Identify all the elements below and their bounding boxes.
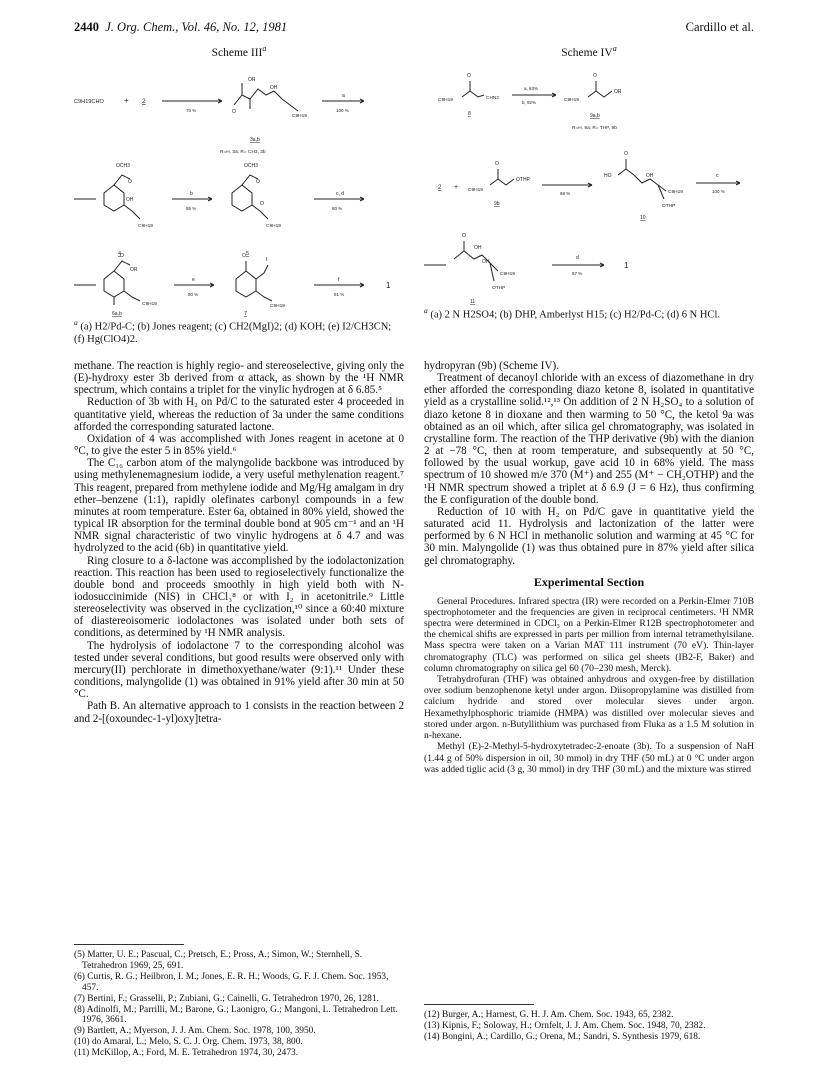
scheme-iii-title-sup: a (262, 44, 267, 53)
svg-text:HO: HO (604, 172, 612, 179)
svg-text:OCH3: OCH3 (244, 162, 258, 169)
journal-citation: J. Org. Chem., Vol. 46, No. 12, 1981 (105, 20, 288, 34)
svg-text:C9H19: C9H19 (270, 303, 285, 309)
structure-3 (232, 77, 307, 119)
svg-text:C9H19: C9H19 (438, 97, 453, 103)
svg-text:C9H19: C9H19 (266, 223, 281, 229)
svg-text:I: I (266, 256, 268, 263)
svg-text:C9H19: C9H19 (468, 187, 483, 193)
experimental-paragraph: General Procedures. Infrared spectra (IR) were recorded on a Perkin-Elmer 710B spectrophotometer and the frequencies are given in reciprocal centimeters. ¹H NMR spectra were determined in CDCl₃ on a Perkin-Elmer R12B spectrophotometer and the chemical shifts are expressed in parts per million from internal tetramethylsilane. Mass spectra were taken on a Varian MAT 111 instrument (70 eV). Thin-layer chromatography (TLC) was performed on silica gel sheets (IB2-F, Baker) and column chromatography on silica gel 60 (70–230 mesh, Merck). (424, 595, 754, 674)
svg-text:C9H19: C9H19 (564, 97, 579, 103)
svg-text:C9H19: C9H19 (138, 223, 153, 229)
svg-text:O: O (232, 108, 236, 115)
svg-text:b, 92%: b, 92% (522, 99, 537, 105)
right-paragraph: Treatment of decanoyl chloride with an excess of diazomethane in dry ether afforded the corresponding diazo ketone 8, isolated in quantitative yield as a crystalline solid.¹²,¹³ On addition of 2 N H₂SO₄ to a solution of diazo ketone 8 in dioxane and then warming to 50 °C, the ketol 9a was obtained as an oil which, after silica gel chromatography, was isolated in crystalline form. The reaction of the THP derivative (9b) with the dianion 2 at −78 °C, then at room temperature, and subsequently at 50 °C, followed by the usual workup, gave acid 10 in 68% yield. The mass spectrum of 10 showed m/e 370 (M⁺) and 255 (M⁺ − CH₂OTHP) and the ¹H NMR spectrum showed a triplet at δ 6.9 (J = 6 Hz), thus confirming the E configuration of the double bond. (424, 372, 754, 506)
svg-text:90 %: 90 % (188, 291, 199, 297)
svg-text:O: O (128, 178, 132, 185)
svg-text:91 %: 91 % (334, 291, 345, 297)
svg-text:OH: OH (482, 258, 490, 265)
footnote: (5) Matter, U. E.; Pascual, C.; Pretsch, E.; Pross, A.; Simon, W.; Sternhell, S. Tetrahedron 1969, 25, 691. (74, 950, 363, 971)
scheme-iii-title: Scheme III (211, 46, 263, 59)
page-number: 2440 (74, 20, 99, 34)
svg-text:+: + (454, 183, 459, 191)
footnote-rule-right (424, 1004, 534, 1005)
scheme-iii (74, 44, 404, 346)
left-paragraph: Reduction of 3b with H₂ on Pd/C to the saturated ester 4 proceeded in quantitative yield, whereas the reduction of 3a under the same conditions afforded the corresponding saturated lactone. (74, 396, 404, 433)
compound-9b-label: 9b (494, 200, 500, 207)
svg-text:OR: OR (248, 76, 256, 83)
svg-text:b: b (190, 190, 193, 197)
left-paragraph: Path B. An alternative approach to 1 consists in the reaction between 2 and 2-[(oxoundec-1-yl)oxy]tetra- (74, 700, 404, 725)
compound-1-label: 1 (386, 280, 391, 290)
structure-9b (468, 161, 531, 207)
svg-text:O: O (260, 200, 264, 207)
footnotes-left (74, 950, 404, 1059)
svg-text:C9H19: C9H19 (500, 271, 515, 277)
r-legend-9: R=H, 9a; R= THP, 9b (572, 125, 617, 131)
left-body-text (74, 360, 404, 725)
scheme-iii-diagram (74, 59, 404, 317)
svg-text:c, d: c, d (336, 190, 345, 197)
footnote: (11) McKillop, A.; Ford, M. E. Tetrahedron 1974, 30, 2473. (74, 1048, 299, 1059)
yield-70: 70 % (186, 107, 197, 113)
structure-11 (454, 233, 515, 305)
yield-100: 100 % (336, 107, 349, 113)
svg-text:a, 63%: a, 63% (524, 85, 539, 91)
svg-text:e: e (192, 276, 195, 283)
svg-text:OR: OR (130, 266, 138, 273)
left-paragraph: methane. The reaction is highly regio- and stereoselective, giving only the (E)-hydroxy ester 3b derived from α attack, as shown by the ¹H NMR spectrum, which contains a triplet for the vinylic hydrogen at δ 6.85.⁵ (74, 360, 404, 397)
compound-1-label-iv: 1 (624, 260, 629, 270)
footnote: (9) Bartlett, A.; Myerson, J. J. Am. Chem. Soc. 1978, 100, 3950. (74, 1026, 316, 1037)
scheme-iv-title: Scheme IV (561, 46, 613, 59)
left-paragraph: Ring closure to a δ-lactone was accomplished by the iodolactonization reaction. This reaction has been used to regioselectively functionalize the double bond and proceeds smoothly in high yield both with N-iodosuccinimide (NIS) in CHCl₃⁸ or with I₂ in acetonitrile.⁹ Little stereoselectivity was observed in the cyclization,¹⁰ since a 60:40 mixture of diastereoisomeric iodolactones was isolated under both sets of conditions, as determined by ¹H NMR analysis. (74, 554, 404, 640)
right-paragraph: Reduction of 10 with H₂ on Pd/C gave in quantitative yield the saturated acid 11. Hydrolysis and lactonization of the latter were performed by 6 N HCl in methanolic solution and warming at 45 °C for 30 min. Malyngolide (1) was thus obtained pure in 87% yield after silica gel chromatography. (424, 505, 754, 567)
structure-5 (232, 163, 281, 257)
svg-text:d: d (576, 254, 579, 261)
scheme-iv-caption: $^a$ (a) 2 N H2SO4; (b) DHP, Amberlyst H15; (c) H2/Pd-C; (d) 6 N HCl. (424, 305, 720, 321)
experimental-paragraph: Methyl (E)-2-Methyl-5-hydroxytetradec-2-enoate (3b). To a suspension of NaH (1.44 g of 50% dispersion in oil, 30 mmol) in dry THF (50 mL) at 0 °C under argon was added tiglic acid (3 g, 30 mmol) in dry THF (30 mL) and the mixture was stirred (424, 741, 754, 775)
structure-7 (236, 250, 285, 317)
footnote: (8) Adinolfi, M.; Parrilli, M.; Barone, G.; Laonigro, G.; Mangoni, L. Tetrahedron Lett. 1976, 3661. (74, 1004, 398, 1026)
svg-text:OH: OH (646, 172, 654, 179)
footnote: (13) Kipnis, F.; Soloway, H.; Ornfelt, J. J. Am. Chem. Soc. 1948, 70, 2382. (424, 1020, 706, 1031)
svg-text:C9H19: C9H19 (142, 301, 157, 307)
svg-text:OR: OR (614, 88, 622, 95)
svg-text:O: O (256, 178, 260, 185)
structure-6 (104, 250, 157, 317)
svg-text:c: c (716, 172, 719, 179)
structure-10 (604, 151, 683, 221)
compound-3-label: 3a,b (250, 136, 260, 143)
svg-text:O: O (467, 72, 471, 79)
left-paragraph: The C₁₆ carbon atom of the malyngolide backbone was introduced by using methylenemagnesium iodide, a very useful methylenation reagent.⁷ This reagent, prepared from methylene iodide and Mg/Hg amalgam in dry ether–benzene (1:1), rapidly olefinates carbonyl compounds in a few minutes at room temperature. Ester 6a, obtained in 80% yield, showed the typical IR absorption for the terminal double bond at 905 cm⁻¹ and an ¹H NMR signal characteristic of two vinylic hydrogens at δ 4.7 and was hydrolyzed to the acid (6b) in quantitative yield. (74, 457, 404, 555)
step-a-label: a (342, 92, 345, 99)
svg-text:O: O (462, 232, 466, 239)
svg-text:O: O (624, 150, 628, 157)
svg-text:C9H19: C9H19 (668, 189, 683, 195)
svg-text:OCH3: OCH3 (116, 162, 130, 169)
svg-text:O: O (593, 72, 597, 79)
right-body-text (424, 360, 754, 775)
svg-text:OTHP: OTHP (492, 285, 506, 291)
left-paragraph: Oxidation of 4 was accomplished with Jones reagent in acetone at 0 °C, to give the ester 5 in 85% yield.⁶ (74, 432, 404, 458)
svg-text:CHN2: CHN2 (486, 95, 500, 101)
footnote: (14) Bongini, A.; Cardillo, G.; Orena, M.; Sandri, S. Synthesis 1979, 618. (424, 1031, 701, 1042)
page-header (74, 20, 754, 38)
svg-text:OH: OH (270, 84, 278, 91)
footnote: (12) Burger, A.; Harnest, G. H. J. Am. Chem. Soc. 1943, 65, 2382. (424, 1010, 674, 1020)
svg-text:2: 2 (438, 184, 442, 191)
structure-8 (438, 73, 499, 117)
compound-4-label: 4 (118, 250, 122, 257)
compound-5-label: 5 (246, 250, 250, 257)
scheme-iii-caption: $^a$ (a) H2/Pd-C; (b) Jones reagent; (c) CH2(MgI)2; (d) KOH; (e) I2/CH3CN; (f) Hg(ClO4)2. (74, 317, 392, 345)
footnotes-right (424, 1010, 754, 1043)
compound-2-label: 2 (142, 97, 146, 105)
svg-text:OH: OH (474, 244, 482, 251)
svg-text:100 %: 100 % (712, 188, 725, 194)
experimental-heading: Experimental Section (533, 574, 645, 589)
svg-text:f: f (338, 276, 340, 283)
compound-9ab-label: 9a,b (590, 112, 600, 119)
svg-text:O: O (120, 252, 124, 259)
aldehyde-label: C9H19CHO (74, 98, 104, 105)
svg-text:87 %: 87 % (572, 270, 583, 276)
svg-text:O: O (242, 252, 246, 259)
svg-text:OH: OH (126, 196, 134, 203)
svg-text:C9H19: C9H19 (292, 113, 307, 119)
footnote: (7) Bertini, F.; Grasselli, P.; Zubiani, G.; Cainelli, G. Tetrahedron 1970, 26, 1281. (74, 993, 379, 1004)
scheme-iv (424, 44, 754, 322)
compound-6-label: 6a,b (112, 310, 122, 317)
structure-9 (564, 73, 622, 131)
footnote: (6) Curtis, R. G.; Heilbron, I. M.; Jones, E. R. H.; Woods, G. F. J. Chem. Soc. 1953, 457. (74, 971, 389, 993)
footnote-rule-left (74, 944, 184, 945)
svg-text:85 %: 85 % (186, 205, 197, 211)
svg-text:OTHP: OTHP (662, 203, 676, 209)
scheme-iv-title-sup: a (612, 44, 617, 53)
r-legend-3: R=H, 3a; R= CH3, 3b (220, 149, 266, 155)
svg-text:OTHP: OTHP (516, 176, 530, 183)
scheme-iv-diagram (424, 59, 754, 305)
right-paragraph: hydropyran (9b) (Scheme IV). (424, 360, 559, 372)
compound-10-label: 10 (640, 214, 646, 221)
running-authors: Cardillo et al. (685, 20, 754, 34)
svg-text:O: O (495, 160, 499, 167)
left-paragraph: The hydrolysis of iodolactone 7 to the corresponding alcohol was tested under several conditions, but good results were observed only with mercury(II) perchlorate in dimethoxyethane/water (9:1).¹¹ Under these conditions, malyngolide (1) was obtained in 91% yield after 30 min at 50 °C. (74, 639, 404, 701)
footnote: (10) do Amaral, L.; Melo, S. C. J. Org. Chem. 1973, 38, 800. (74, 1037, 303, 1048)
structure-4 (104, 163, 153, 257)
plus-sign: + (124, 95, 129, 105)
compound-8-label: 8 (468, 110, 471, 117)
svg-text:68 %: 68 % (560, 190, 571, 196)
compound-11-label: 11 (470, 298, 476, 305)
compound-7-label: 7 (244, 310, 248, 317)
experimental-paragraph: Tetrahydrofuran (THF) was obtained anhydrous and oxygen-free by distillation over sodium benzophenone ketyl under argon. Diisopropylamine was distilled from calcium hydride and stored over molecular sieves under argon. Hexamethylphosphoric triamide (HMPA) was distilled over molecular sieves and stored under argon. n-Butyllithium was purchased from Fluka as a 1.5 M solution in n-hexane. (424, 674, 754, 742)
svg-text:80 %: 80 % (332, 205, 343, 211)
